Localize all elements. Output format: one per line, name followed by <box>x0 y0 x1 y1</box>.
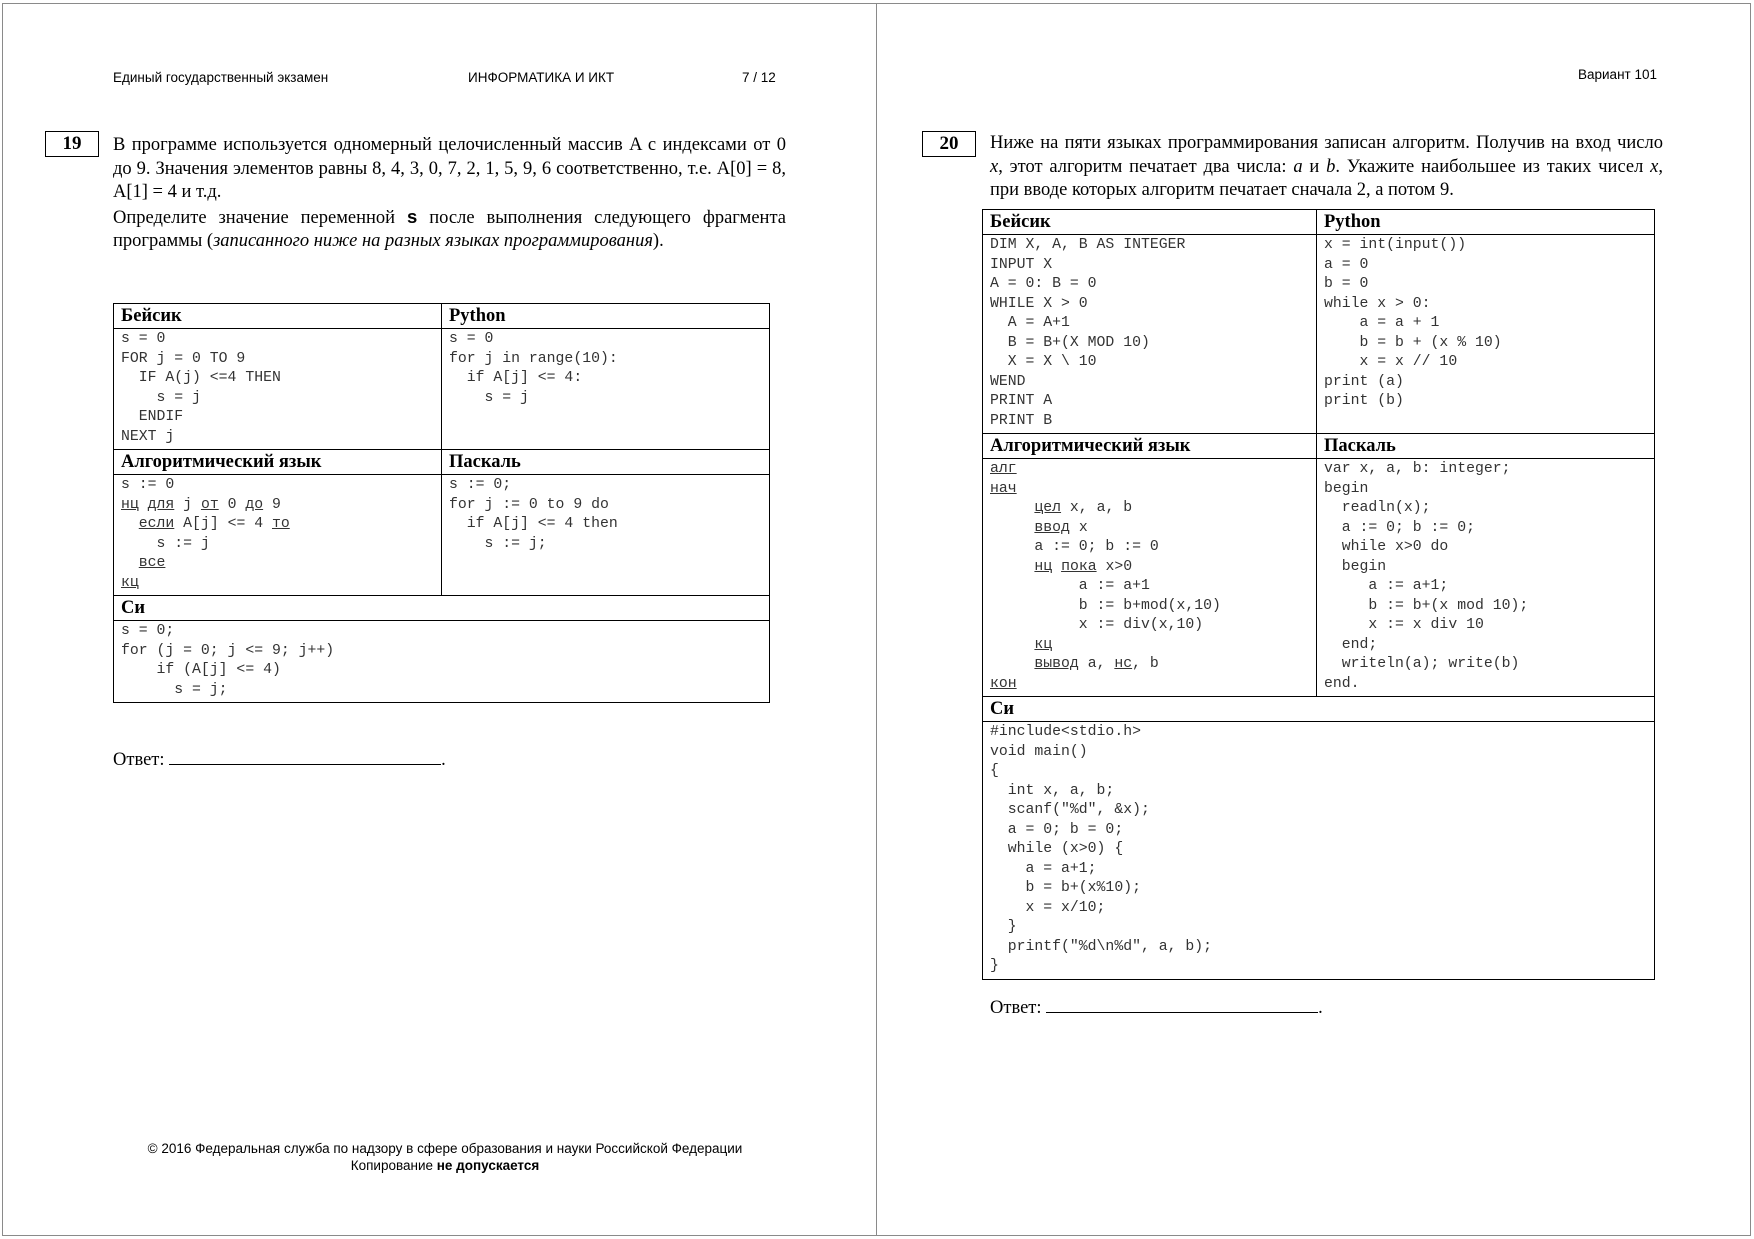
python-code: s = 0 for j in range(10): if A[j] <= 4: s = j <box>442 329 770 450</box>
task-20-text <box>990 132 1663 203</box>
algo-title: Алгоритмический язык <box>114 450 442 475</box>
answer-field[interactable] <box>1046 998 1318 1013</box>
page-divider <box>876 3 877 1236</box>
task-19-code-table <box>113 303 770 703</box>
answer-field[interactable] <box>169 750 441 765</box>
task-19-text <box>113 134 786 254</box>
footer <box>100 1140 790 1174</box>
pascal-code: s := 0; for j := 0 to 9 do if A[j] <= 4 then s := j; <box>442 475 770 596</box>
c-code: s = 0; for (j = 0; j <= 9; j++) if (A[j] <= 4) s = j; <box>114 621 770 703</box>
task-19-answer: Ответ: . <box>113 750 446 770</box>
task-19-paragraph-1: В программе используется одномерный целочисленный массив A с индексами от 0 до 9. Значения элементов равны 8, 4, 3, 0, 7, 2, 1, 5, 9, 6 соответственно, т.е. A[0] = 8, A[1] = 4 и т.д. <box>113 135 786 202</box>
c-code: #include<stdio.h> void main() { int x, a, b; scanf("%d", &x); a = 0; b = 0; while (x>0) { a = a+1; b = b+(x%10); x = x/10; } printf("%d\n%d", a, b); } <box>983 722 1655 980</box>
answer-label: Ответ: <box>113 750 165 770</box>
basic-title: Бейсик <box>114 304 442 329</box>
algo-code: s := 0 нц для j от 0 до 9 если A[j] <= 4 то s := j все кц <box>114 475 442 596</box>
algo-code: алг нач цел x, a, b ввод x a := 0; b := 0 нц пока x>0 a := a+1 b := b+mod(x,10) x := div(x,10) кц вывод a, нс, b кон <box>983 459 1317 697</box>
task-number-19: 19 <box>45 131 99 157</box>
basic-code: s = 0 FOR j = 0 TO 9 IF A(j) <=4 THEN s = j ENDIF NEXT j <box>114 329 442 450</box>
header-subject: ИНФОРМАТИКА И ИКТ <box>468 70 615 85</box>
task-20-paragraph: Ниже на пяти языках программирования записан алгоритм. Получив на вход число x, этот алгоритм печатает два числа: a и b. Укажите наибольшее из таких чисел x, при вводе которых алгоритм печатает сначала 2, а потом 9. <box>990 133 1664 200</box>
python-title: Python <box>442 304 770 329</box>
task-20-answer: Ответ: . <box>990 998 1323 1018</box>
algo-title: Алгоритмический язык <box>983 434 1317 459</box>
pascal-code: var x, a, b: integer; begin readln(x); a := 0; b := 0; while x>0 do begin a := a+1; b := b+(x mod 10); x := x div 10 end; writeln(a); write(b) end. <box>1317 459 1655 697</box>
pascal-title: Паскаль <box>1317 434 1655 459</box>
pascal-title: Паскаль <box>442 450 770 475</box>
basic-code: DIM X, A, B AS INTEGER INPUT X A = 0: B = 0 WHILE X > 0 A = A+1 B = B+(X MOD 10) X = X \ 10 WEND PRINT A PRINT B <box>983 235 1317 434</box>
footer-copyright: © 2016 Федеральная служба по надзору в сфере образования и науки Российской Федерации <box>147 1141 743 1156</box>
c-title: Си <box>983 697 1655 722</box>
header-variant: Вариант 101 <box>1578 67 1657 82</box>
python-title: Python <box>1317 210 1655 235</box>
basic-title: Бейсик <box>983 210 1317 235</box>
header-exam: Единый государственный экзамен <box>113 70 329 85</box>
answer-label: Ответ: <box>990 998 1042 1018</box>
header-page-number: 7 / 12 <box>742 70 776 85</box>
footer-copy-notice: Копирование не допускается <box>350 1158 540 1173</box>
task-19-paragraph-2: Определите значение переменной s после выполнения следующего фрагмента программы (записанного ниже на разных языках программирования). <box>113 205 786 251</box>
task-20-code-table <box>982 209 1655 980</box>
python-code: x = int(input()) a = 0 b = 0 while x > 0: a = a + 1 b = b + (x % 10) x = x // 10 print (a) print (b) <box>1317 235 1655 434</box>
task-number-20: 20 <box>922 131 976 157</box>
c-title: Си <box>114 596 770 621</box>
